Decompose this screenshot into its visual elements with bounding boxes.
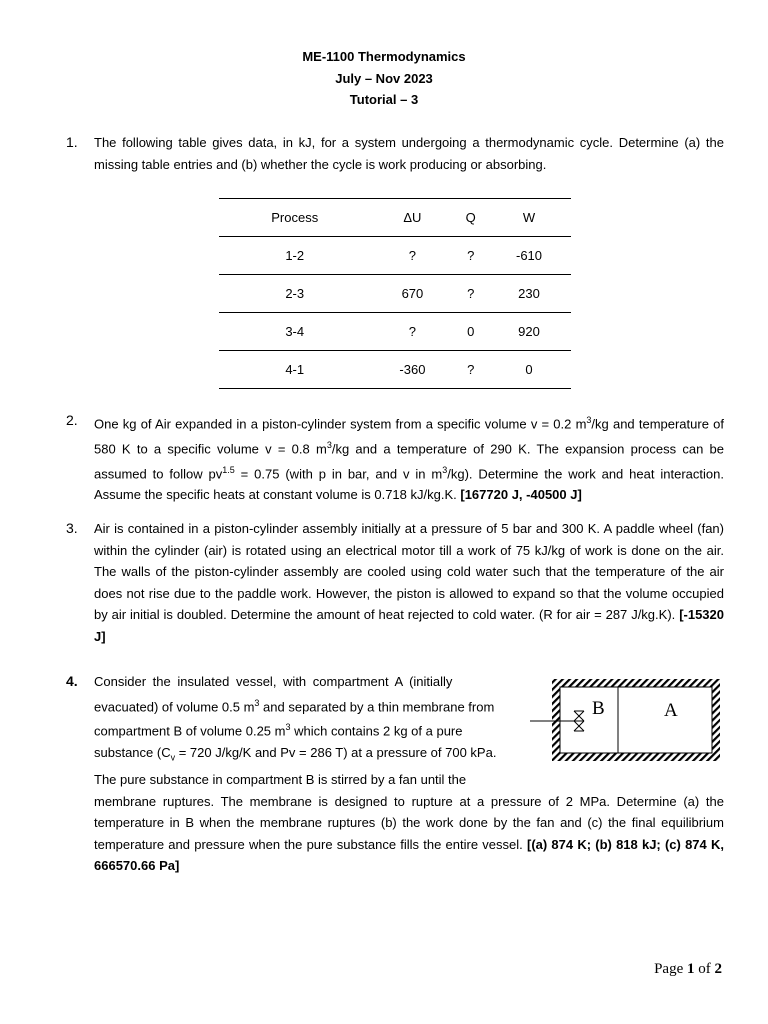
text-segment: /kg and temperature of 580 K to a specific volume v = 0.8 m xyxy=(94,416,724,457)
text-segment: = 720 J/kg/K and Pv = 286 T) at a pressure of 700 kPa. xyxy=(175,745,497,761)
text-line: The pure substance in compartment B is stirred by a fan until the xyxy=(94,772,467,788)
table-cell: ? xyxy=(467,286,475,301)
table-cell: -360 xyxy=(399,362,426,377)
table-cell: 0 xyxy=(467,324,475,339)
question-number: 4. xyxy=(66,673,78,689)
compartment-a-label: A xyxy=(664,700,678,721)
question-number: 2. xyxy=(66,412,78,428)
table-row xyxy=(219,275,571,313)
superscript: 3 xyxy=(326,439,332,450)
table-cell: 3-4 xyxy=(285,324,305,339)
table-row xyxy=(219,351,571,389)
table-header-row xyxy=(219,199,571,237)
text-segment: /kg). Determine the work and heat interaction. Assume the specific heats at constant volume is 0.718 kJ/kg.K. xyxy=(94,465,724,503)
question-text xyxy=(94,518,724,647)
table-cell: 2-3 xyxy=(285,286,305,301)
text-segment: One kg of Air expanded in a piston-cylinder system from a specific volume v = 0.2 m xyxy=(94,416,587,432)
text-line xyxy=(94,693,518,718)
text-segment: compartment B of volume 0.25 m xyxy=(94,723,286,739)
answer: [-15320 J] xyxy=(94,607,724,644)
question-number: 3. xyxy=(66,520,78,536)
text-segment: and separated by a thin membrane from xyxy=(259,698,495,714)
text-segment: Air is contained in a piston-cylinder assembly initially at a pressure of 5 bar and 300 K. A paddle wheel (fan) within the cylinder (air) is rotated using an electrical motor till a work of 75 kJ/kg of work is done on the air. The walls of the piston-cylinder assembly are cooled using cold water such that the temperature of the air does not rise due to the paddle work. However, the piston is allowed to expand so that the volume occupied by air initial is doubled. Determine the amount of heat rejected to cold water. (R for air = 287 J/kg.K). xyxy=(94,521,724,622)
page-footer xyxy=(654,961,722,978)
current-page: 1 xyxy=(687,961,695,977)
total-pages: 2 xyxy=(714,961,722,977)
superscript: 3 xyxy=(285,722,291,733)
superscript: 3 xyxy=(442,464,448,475)
text-segment: = 0.75 (with p in bar, and v in m xyxy=(234,465,443,481)
question-1 xyxy=(66,132,724,175)
question-text-rest xyxy=(94,791,724,877)
text-line: Consider the insulated vessel, with compartment A (initially xyxy=(94,674,453,689)
answer: [167720 J, -40500 J] xyxy=(460,487,582,503)
question-text: The following table gives data, in kJ, for a system undergoing a thermodynamic cycle. Determine (a) the missing table entries and (b) whether the cycle is work producing or absorbing. xyxy=(94,135,724,172)
superscript: 3 xyxy=(586,415,592,425)
table-row xyxy=(219,237,571,275)
table-cell: 0 xyxy=(525,362,533,377)
text-segment: evacuated) of volume 0.5 m xyxy=(94,698,255,714)
text-segment: which contains 2 kg of a pure xyxy=(290,723,463,739)
question-2 xyxy=(66,410,724,506)
table-cell: 1-2 xyxy=(285,248,305,263)
vessel-diagram xyxy=(530,675,725,765)
cycle-table xyxy=(219,198,571,389)
footer-text: Page xyxy=(654,961,684,977)
text-segment: /kg and a temperature of 290 K. The expansion process can be assumed to follow pv xyxy=(94,441,724,481)
question-number: 1. xyxy=(66,134,78,150)
text-segment: substance (C xyxy=(94,745,171,761)
header-cell: Q xyxy=(465,210,476,225)
term: July – Nov 2023 xyxy=(335,70,433,86)
footer-text: of xyxy=(698,961,711,977)
compartment-b-label: B xyxy=(592,698,605,719)
course-title: ME-1100 Thermodynamics xyxy=(302,49,466,64)
table-row xyxy=(219,313,571,351)
superscript: 1.5 xyxy=(222,464,235,475)
table-cell: -610 xyxy=(516,248,543,263)
header-cell: Process xyxy=(271,210,319,225)
text-segment: membrane ruptures. The membrane is designed to rupture at a pressure of 2 MPa. Determine (a) the temperature in B when the membrane ruptures (b) the work done by the fan and (c) the final equilibrium temperature and pressure when the pure substance fills the entire vessel. xyxy=(94,793,724,852)
question-text xyxy=(94,410,724,506)
question-text-wrapped xyxy=(94,671,518,791)
tutorial-title: Tutorial – 3 xyxy=(349,92,419,107)
table-cell: ? xyxy=(408,248,417,263)
table-cell: 4-1 xyxy=(285,362,305,377)
question-3 xyxy=(66,518,724,647)
superscript: 3 xyxy=(254,697,260,708)
header-cell: W xyxy=(522,210,536,225)
subscript: v xyxy=(170,752,176,763)
table-cell: 230 xyxy=(518,286,540,301)
text-line xyxy=(94,742,518,769)
header xyxy=(0,46,768,111)
table-cell: ? xyxy=(408,324,417,339)
table-cell: 920 xyxy=(518,324,540,339)
header-cell: ΔU xyxy=(403,210,422,225)
table-cell: 670 xyxy=(401,286,424,301)
answer: [(a) 874 K; (b) 818 kJ; (c) 874 K, 666570.66 Pa] xyxy=(94,836,724,874)
text-line xyxy=(94,717,518,742)
table-cell: ? xyxy=(467,362,475,377)
table-cell: ? xyxy=(467,248,475,263)
